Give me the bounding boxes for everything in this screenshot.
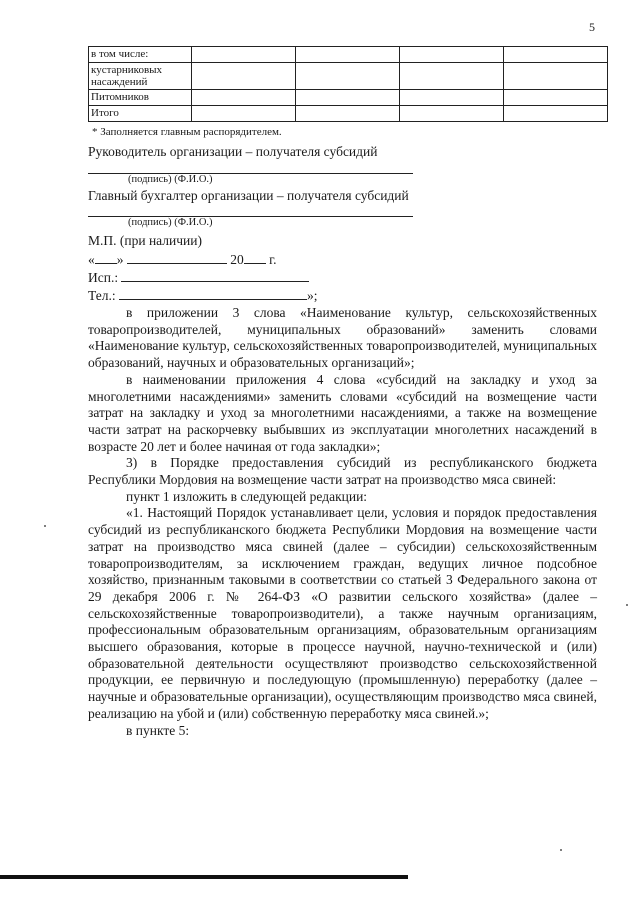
- table-row: [89, 106, 608, 122]
- row-label: Питомников: [89, 90, 192, 106]
- scan-speck: [44, 525, 46, 527]
- date-line: [88, 251, 277, 268]
- scan-speck: [626, 604, 628, 606]
- row-label: кустарниковых насаждений: [89, 63, 192, 90]
- head-title: Руководитель организации – получателя субсидий: [88, 144, 378, 159]
- table-cell: [400, 47, 504, 63]
- accountant-title: Главный бухгалтер организации – получателя субсидий: [88, 188, 409, 203]
- table-cell: [296, 63, 400, 90]
- row-label: в том числе:: [89, 47, 192, 63]
- table-row: [89, 90, 608, 106]
- day-blank: [95, 251, 117, 264]
- month-blank: [127, 251, 227, 264]
- paragraph-point-1-intro: пункт 1 изложить в следующей редакции:: [126, 488, 368, 504]
- paragraph-item-3: 3) в Порядке предоставления субсидий из республиканского бюджета Республики Мордовия на возмещение части затрат на производство мяса свиней:: [88, 455, 597, 488]
- executor-label: Исп.:: [88, 270, 119, 285]
- table-cell: [504, 47, 608, 63]
- table-row: [89, 47, 608, 63]
- table-cell: [400, 63, 504, 90]
- executor-line: [88, 269, 309, 286]
- date-suffix: г.: [269, 252, 277, 267]
- table-cell: [296, 47, 400, 63]
- date-close-quote: »: [116, 252, 124, 267]
- table-cell: [504, 90, 608, 106]
- phone-end: »;: [306, 288, 318, 303]
- paragraph-point-5: в пункте 5:: [126, 722, 190, 738]
- footnote: * Заполняется главным распорядителем.: [92, 126, 282, 138]
- table-cell: [296, 106, 400, 122]
- table-cell: [504, 63, 608, 90]
- phone-line: [88, 287, 317, 304]
- table-cell: [400, 90, 504, 106]
- executor-blank: [121, 269, 309, 282]
- row-label: Итого: [89, 106, 192, 122]
- table-cell: [192, 106, 296, 122]
- year-blank: [244, 251, 266, 264]
- table-row: [89, 63, 608, 90]
- head-signature-caption: (подпись) (Ф.И.О.): [128, 174, 213, 185]
- table-cell: [192, 47, 296, 63]
- page-number: 5: [589, 20, 595, 34]
- paragraph-point-1-text: «1. Настоящий Порядок устанавливает цели, условия и порядок предоставления субсидий из республиканского бюджета Республики Мордовия на возмещение части затрат на производство мяса свиней (далее – субсидии) сельскохозяйственным товаропроизводителям, за исключением граждан, ведущих личное подсобное хозяйство, признанным таковыми в соответствии со статьей 3 Федерального закона от 29 декабря 2006 г. № 264-ФЗ «О развитии сельского хозяйства» (далее – сельскохозяйственные товаропроизводители), а также научным организациям, профессиональным образовательным организациям, образовательным организациям высшего образования, которые в процессе научной, научно-технической и (или) образовательной деятельности осуществляют производство сельскохозяйственной продукции, ее первичную и последующую (промышленную) переработку (далее – научные и образовательные организации), осуществляющим производство мяса свиней, реализацию на убой и (или) собственную переработку мяса свиней.»;: [88, 505, 597, 721]
- date-year-prefix: 20: [230, 252, 244, 267]
- scan-edge-bar: [0, 875, 408, 879]
- table-cell: [504, 106, 608, 122]
- paragraph-appendix-4: в наименовании приложения 4 слова «субсидий на закладку и уход за многолетними насаждениями» заменить словами «субсидий на возмещение части затрат на закладку и уход за многолетними насаждениями, а также на возмещение части затрат на раскорчевку выбывших из эксплуатации многолетних насаждений в возрасте 20 лет и более начиная от года закладки»;: [88, 371, 597, 454]
- accountant-signature-caption: (подпись) (Ф.И.О.): [128, 217, 213, 228]
- subsidy-table-fragment: [88, 46, 608, 122]
- scan-speck: [560, 849, 562, 851]
- date-open-quote: «: [88, 252, 95, 267]
- table-cell: [400, 106, 504, 122]
- paragraph-appendix-3: в приложении 3 слова «Наименование культур, сельскохозяйственных товаропроизводителей, муниципальных образований» заменить словами «Наименование культур, сельскохозяйственных товаропроизводителей, муниципальных образований, научных и образовательных организаций»;: [88, 305, 597, 371]
- table-cell: [296, 90, 400, 106]
- phone-label: Тел.:: [88, 288, 116, 303]
- table-cell: [192, 63, 296, 90]
- phone-blank: [119, 287, 307, 300]
- body-text: [88, 305, 597, 739]
- seal-note: М.П. (при наличии): [88, 233, 202, 248]
- table-cell: [192, 90, 296, 106]
